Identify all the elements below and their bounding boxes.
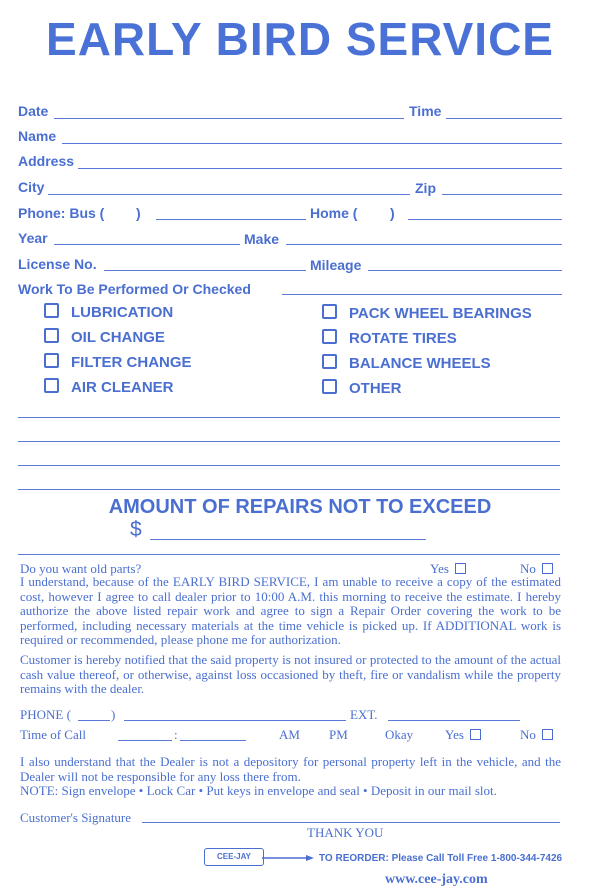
thank-you: THANK YOU [307, 825, 384, 840]
time-field[interactable] [446, 118, 562, 119]
amount-heading: AMOUNT OF REPAIRS NOT TO EXCEED [108, 496, 492, 518]
signature-field[interactable] [142, 822, 560, 823]
old-parts-yes[interactable]: Yes [430, 561, 466, 577]
old-parts-no[interactable]: No [520, 561, 553, 577]
checkbox-icon [44, 303, 59, 318]
date-label: Date [18, 103, 49, 119]
time-label: Time [409, 103, 442, 119]
name-label: Name [18, 128, 57, 144]
pencil-graphic [262, 852, 314, 864]
amount-divider [18, 554, 560, 555]
okay-no[interactable]: No [520, 727, 553, 743]
home-label: Home ( [310, 205, 358, 221]
address-label: Address [18, 153, 75, 169]
checkbox-icon [455, 563, 466, 574]
amount-field[interactable] [150, 539, 426, 540]
home-phone-field[interactable] [408, 219, 562, 220]
contact-phone-close: ) [111, 707, 116, 722]
okay-yes[interactable]: Yes [445, 727, 481, 743]
checkbox-air-cleaner[interactable]: AIR CLEANER [44, 378, 174, 396]
work-line-3[interactable] [18, 465, 560, 466]
depository-paragraph: I also understand that the Dealer is not a depository for personal property left in the vehicle, and the Dealer will not be responsible for any loss there from. [20, 754, 561, 784]
checkbox-icon [322, 304, 337, 319]
reorder-note: TO REORDER: Please Call Toll Free 1-800-344-7426 [319, 853, 563, 864]
work-heading-line[interactable] [282, 294, 562, 295]
signature-label: Customer's Signature [20, 810, 132, 825]
checkbox-oil-change[interactable]: OIL CHANGE [44, 328, 165, 346]
checkbox-icon [542, 729, 553, 740]
note-line: NOTE: Sign envelope • Lock Car • Put keys in envelope and seal • Deposit in our mail slot. [20, 783, 497, 798]
currency-symbol: $ [130, 518, 142, 541]
zip-field[interactable] [442, 194, 562, 195]
address-field[interactable] [78, 168, 562, 169]
checkbox-balance-wheels[interactable]: BALANCE WHEELS [322, 354, 491, 372]
make-field[interactable] [286, 244, 562, 245]
mileage-field[interactable] [368, 270, 562, 271]
zip-label: Zip [415, 180, 436, 196]
year-label: Year [18, 230, 48, 246]
license-label: License No. [18, 256, 97, 272]
phone-bus-close: ) [136, 205, 141, 221]
am-option[interactable]: AM [279, 727, 300, 742]
checkbox-icon [470, 729, 481, 740]
time-colon: : [174, 727, 178, 742]
phone-bus-field[interactable] [156, 219, 306, 220]
checkbox-pack-wheel-bearings[interactable]: PACK WHEEL BEARINGS [322, 304, 532, 322]
form-title: EARLY BIRD SERVICE [46, 13, 554, 65]
checkbox-icon [322, 329, 337, 344]
city-label: City [18, 179, 45, 195]
checkbox-icon [44, 378, 59, 393]
mileage-label: Mileage [310, 257, 362, 273]
contact-phone-field[interactable] [124, 720, 346, 721]
checkbox-rotate-tires[interactable]: ROTATE TIRES [322, 329, 457, 347]
checkbox-lubrication[interactable]: LUBRICATION [44, 303, 173, 321]
date-field[interactable] [54, 118, 404, 119]
license-field[interactable] [104, 270, 306, 271]
okay-label: Okay [385, 727, 414, 742]
checkbox-icon [322, 379, 337, 394]
checkbox-icon [44, 353, 59, 368]
ext-field[interactable] [388, 720, 520, 721]
notice-paragraph: Customer is hereby notified that the said property is not insured or protected to the amount of the actual cash value thereof, or otherwise, against loss occasioned by theft, fire or vandalism while the property remains with the dealer. [20, 652, 561, 696]
ext-label: EXT. [350, 707, 378, 722]
cee-jay-logo: CEE-JAY [204, 848, 264, 866]
pm-option[interactable]: PM [329, 727, 348, 742]
city-field[interactable] [48, 194, 410, 195]
checkbox-filter-change[interactable]: FILTER CHANGE [44, 353, 192, 371]
contact-area-code-field[interactable] [78, 720, 110, 721]
make-label: Make [244, 231, 280, 247]
work-heading: Work To Be Performed Or Checked [18, 281, 251, 297]
year-field[interactable] [54, 244, 240, 245]
name-field[interactable] [62, 143, 562, 144]
checkbox-icon [322, 354, 337, 369]
checkbox-icon [44, 328, 59, 343]
time-of-call-minute-field[interactable] [180, 740, 246, 741]
checkbox-icon [542, 563, 553, 574]
old-parts-question: Do you want old parts? [20, 561, 142, 576]
phone-bus-label: Phone: Bus ( [18, 205, 105, 221]
work-line-1[interactable] [18, 417, 560, 418]
checkbox-other[interactable]: OTHER [322, 379, 402, 397]
authorization-paragraph: I understand, because of the EARLY BIRD SERVICE, I am unable to receive a copy of the estimated cost, however I agree to call dealer prior to 10:00 A.M. this morning to receive the estimate. I hereby authorize the above listed repair work and agree to sign a Repair Order covering the work to be performed, including necessary materials at the time vehicle is picked up. If ADDITIONAL work is required or recommended, please phone me for authorization. [20, 574, 561, 647]
time-of-call-label: Time of Call [20, 727, 86, 742]
contact-phone-label: PHONE ( [20, 707, 71, 722]
work-line-4[interactable] [18, 489, 560, 490]
home-close: ) [390, 205, 395, 221]
work-line-2[interactable] [18, 441, 560, 442]
website-url[interactable]: www.cee-jay.com [385, 872, 488, 887]
time-of-call-hour-field[interactable] [118, 740, 172, 741]
